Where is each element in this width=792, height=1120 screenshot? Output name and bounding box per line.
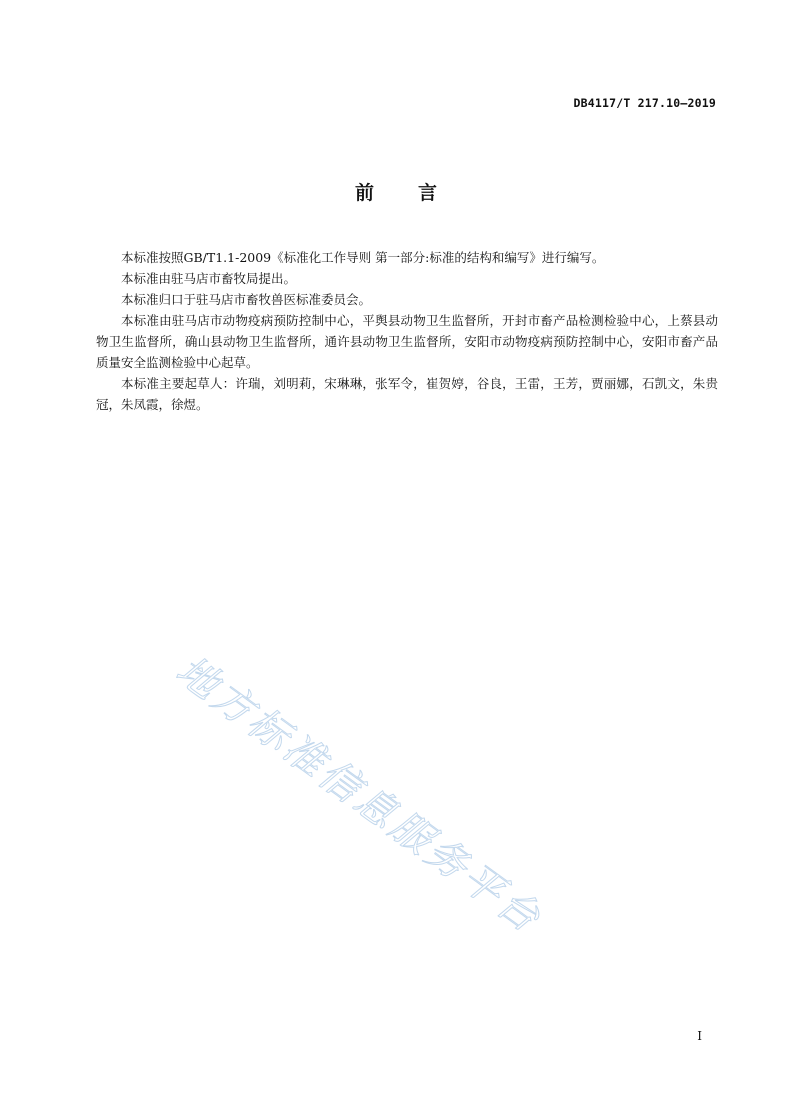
paragraph-compilation-basis: 本标准按照GB/T1.1-2009《标准化工作导则 第一部分:标准的结构和编写》进行编写。 — [121, 250, 605, 265]
document-code: DB4117/T 217.10—2019 — [573, 96, 716, 110]
watermark: 地方标准信息服务平台 — [167, 647, 551, 944]
paragraph-proposer: 本标准由驻马店市畜牧局提出。 — [121, 271, 297, 286]
foreword-body — [96, 247, 718, 415]
paragraph-drafters: 本标准主要起草人：许瑞，刘明莉，宋琳琳，张军令，崔贺婷，谷良，王雷，王芳，贾丽娜，石凯文，朱贵冠，朱凤霞，徐煜。 — [96, 376, 718, 412]
page-number: I — [697, 1029, 702, 1043]
paragraph-drafting-units: 本标准由驻马店市动物疫病预防控制中心，平舆县动物卫生监督所，开封市畜产品检测检验中心，上蔡县动物卫生监督所，确山县动物卫生监督所，通许县动物卫生监督所，安阳市动物疫病预防控制中心，安阳市畜产品质量安全监测检验中心起草。 — [96, 313, 718, 370]
page-title: 前言 — [354, 182, 481, 204]
paragraph-centralized-by: 本标准归口于驻马店市畜牧兽医标准委员会。 — [121, 292, 372, 307]
